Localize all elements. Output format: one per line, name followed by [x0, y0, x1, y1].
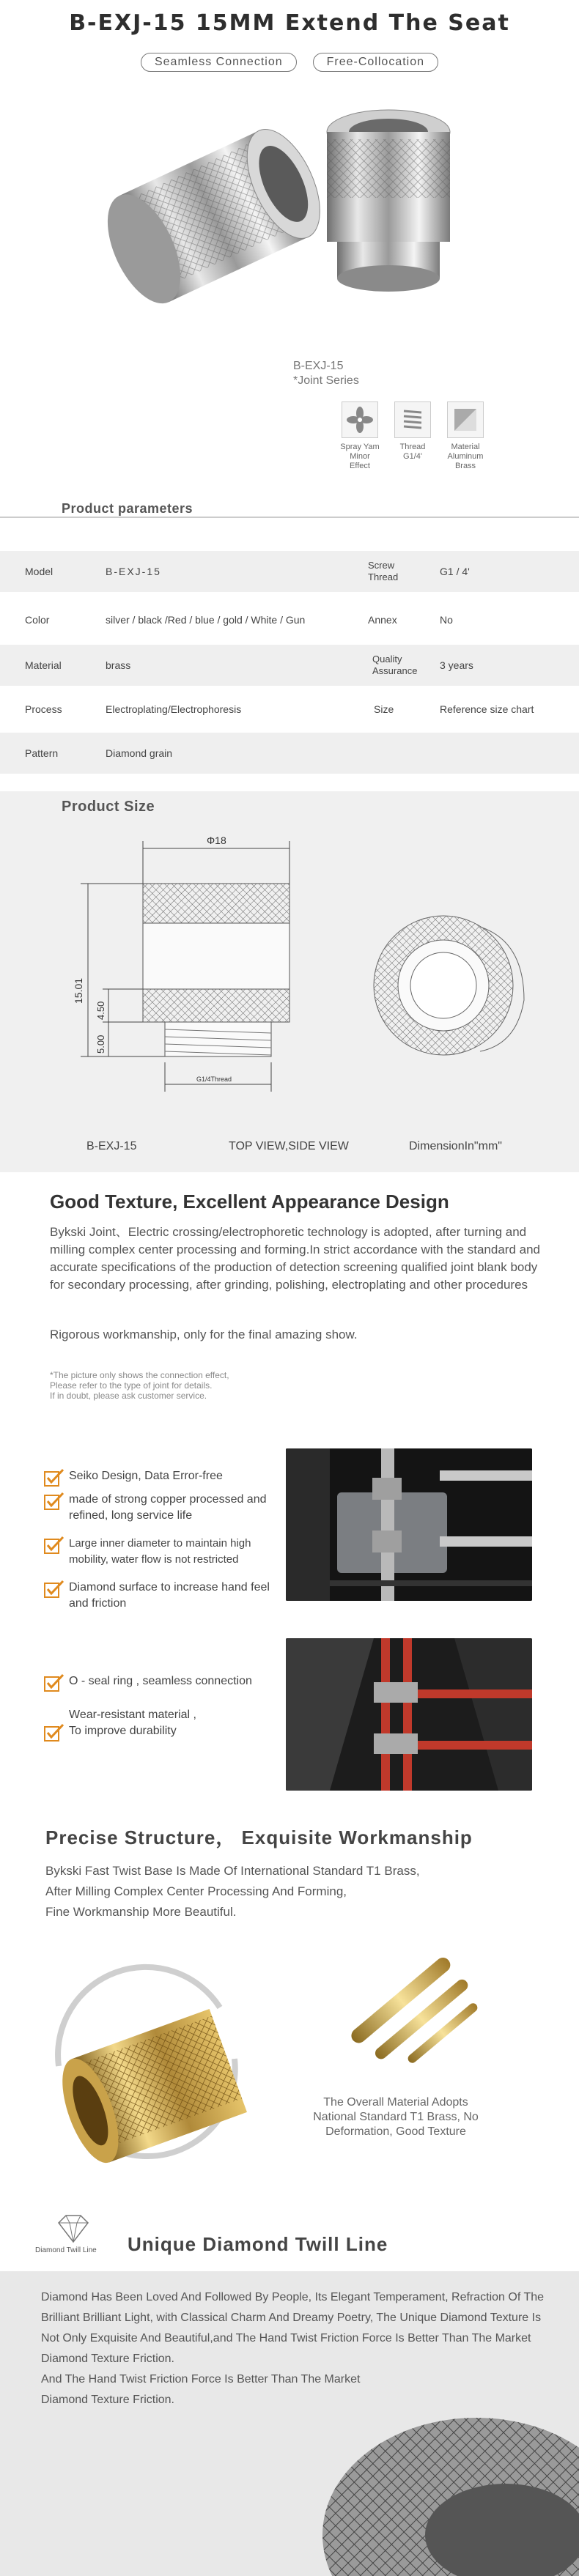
- param-value: silver / black /Red / blue / gold / White / Gun: [106, 614, 306, 626]
- check-icon: [44, 1468, 64, 1487]
- dim-diameter: Φ18: [207, 834, 226, 846]
- feature-icons: [339, 401, 487, 471]
- model-name: B-EXJ-15: [293, 360, 344, 372]
- param-value: Diamond grain: [106, 747, 173, 759]
- brass-rods-image: [330, 1942, 506, 2088]
- param-row-process: [0, 689, 579, 730]
- feature-thread-label: Thread G1/4': [399, 443, 426, 461]
- feature-material-label: Material Aluminum Brass: [447, 443, 484, 470]
- param-row-color: [0, 599, 579, 640]
- dim-total-height: 15.01: [73, 977, 84, 1004]
- hero-section: [0, 0, 579, 498]
- diamond-logo-text: Diamond Twill Line: [35, 2246, 97, 2254]
- param-row-material: [0, 645, 579, 686]
- pill-seamless: Seamless Connection: [141, 53, 297, 72]
- pill-collocation: Free-Collocation: [313, 53, 438, 72]
- feature-item: [44, 1492, 293, 1524]
- param-key: Process: [25, 703, 62, 715]
- pill-row: [0, 53, 579, 72]
- fitting-hero-image: [0, 88, 579, 396]
- feature-text: Diamond surface to increase hand feel and friction: [69, 1581, 270, 1610]
- series-label: [293, 359, 359, 388]
- size-view-caption: TOP VIEW,SIDE VIEW: [229, 1140, 349, 1152]
- param-value: B-EXJ-15: [106, 566, 161, 577]
- dim-bottom-height: 5.00: [95, 1035, 106, 1054]
- param-value: brass: [106, 659, 131, 671]
- feature-text: Seiko Design, Data Error-free: [69, 1470, 223, 1482]
- params-title: Product parameters: [62, 501, 193, 516]
- feature-item: [44, 1580, 286, 1612]
- feature-spray: [339, 401, 381, 471]
- dim-thread: G1/4Thread: [196, 1076, 232, 1083]
- param-key: Model: [25, 566, 54, 577]
- param-value2: 3 years: [440, 659, 473, 671]
- thread-icon: [394, 401, 431, 438]
- installation-photo-red: [286, 1638, 532, 1791]
- diamond-icon: [51, 2214, 95, 2243]
- feature-item: [44, 1673, 286, 1692]
- check-icon: [44, 1492, 64, 1511]
- product-title: B-EXJ-15 15MM Extend The Seat: [69, 10, 510, 36]
- check-icon: [44, 1707, 64, 1726]
- check-icon: [44, 1580, 64, 1599]
- fan-icon: [342, 401, 378, 438]
- param-value2: No: [440, 614, 453, 626]
- diamond-title: Unique Diamond Twill Line: [128, 2233, 388, 2255]
- texture-note: *The picture only shows the connection effect, Please refer to the type of joint for details. If in doubt, please ask customer service.: [50, 1370, 229, 1401]
- feature-item: [44, 1536, 293, 1568]
- param-value2: G1 / 4': [440, 566, 470, 577]
- check-icon: [44, 1536, 64, 1555]
- feature-text: made of strong copper processed and refined, long service life: [69, 1493, 267, 1522]
- feature-text: Large inner diameter to maintain high mobility, water flow is not restricted: [69, 1537, 251, 1566]
- installation-photo-clear: [286, 1448, 532, 1601]
- check-icon: [44, 1673, 64, 1692]
- param-key: Color: [25, 614, 50, 626]
- size-unit-caption: DimensionIn"mm": [409, 1140, 502, 1152]
- material-icon: [447, 401, 484, 438]
- params-divider: [0, 517, 579, 518]
- size-title: Product Size: [62, 799, 155, 815]
- brass-caption: The Overall Material Adopts National Standard T1 Brass, No Deformation, Good Texture: [313, 2096, 479, 2138]
- param-key2: Quality Assurance: [372, 654, 418, 676]
- texture-title: Good Texture, Excellent Appearance Design: [50, 1191, 449, 1213]
- size-section: [0, 791, 579, 1172]
- param-key: Pattern: [25, 747, 59, 759]
- texture-tagline: Rigorous workmanship, only for the final amazing show.: [50, 1328, 358, 1341]
- diamond-body: Diamond Has Been Loved And Followed By People, Its Elegant Temperament, Refraction Of The Brilliant Brilliant Light, with Classical Charm And Dreamy Poetry, The Unique Diamond Texture Is Not Only Exquisite And Beautiful,and The Hand Twist Friction Force Is Better Than The Market Diamond Texture Friction. And The Hand Twist Friction Force Is Better Than The Market Diamond Texture Friction.: [41, 2291, 545, 2406]
- param-value: Electroplating/Electrophoresis: [106, 703, 242, 715]
- feature-material: [444, 401, 487, 471]
- series-name: *Joint Series: [293, 374, 359, 387]
- size-diagram: [0, 828, 579, 1136]
- brass-fitting-image: [29, 1949, 257, 2169]
- feature-spray-label: Spray Yam Minor Effect: [340, 443, 380, 470]
- param-key: Material: [25, 659, 62, 671]
- precise-title: Precise Structure， Exquisite Workmanship: [45, 1826, 473, 1848]
- param-key2: Annex: [368, 614, 397, 626]
- param-row-model: [0, 551, 579, 592]
- param-key2: Screw Thread: [368, 560, 399, 582]
- feature-text: O - seal ring , seamless connection: [69, 1675, 252, 1687]
- dim-mid-height: 4.50: [95, 1001, 106, 1020]
- knurled-closeup-image: [286, 2388, 579, 2576]
- param-row-pattern: [0, 733, 579, 774]
- size-model-caption: B-EXJ-15: [86, 1140, 137, 1152]
- feature-text: Wear-resistant material , To improve durability: [69, 1709, 196, 1737]
- feature-item: [44, 1707, 286, 1739]
- feature-item: [44, 1468, 286, 1487]
- param-key2: Size: [374, 703, 394, 715]
- texture-body: Bykski Joint、Electric crossing/electrophoretic technology is adopted, after turning and milling complex center processing and forming.In strict accordance with the standard and accurate specifications of the production of detection screening qualified joint blank body for secondary processing, after grinding, polishing, electroplating and other procedures: [50, 1225, 541, 1292]
- param-value2: Reference size chart: [440, 703, 534, 715]
- precise-body: Bykski Fast Twist Base Is Made Of International Standard T1 Brass, After Milling Complex Center Processing And Forming, Fine Workmanship More Beautiful.: [45, 1864, 420, 1919]
- feature-thread: [391, 401, 434, 471]
